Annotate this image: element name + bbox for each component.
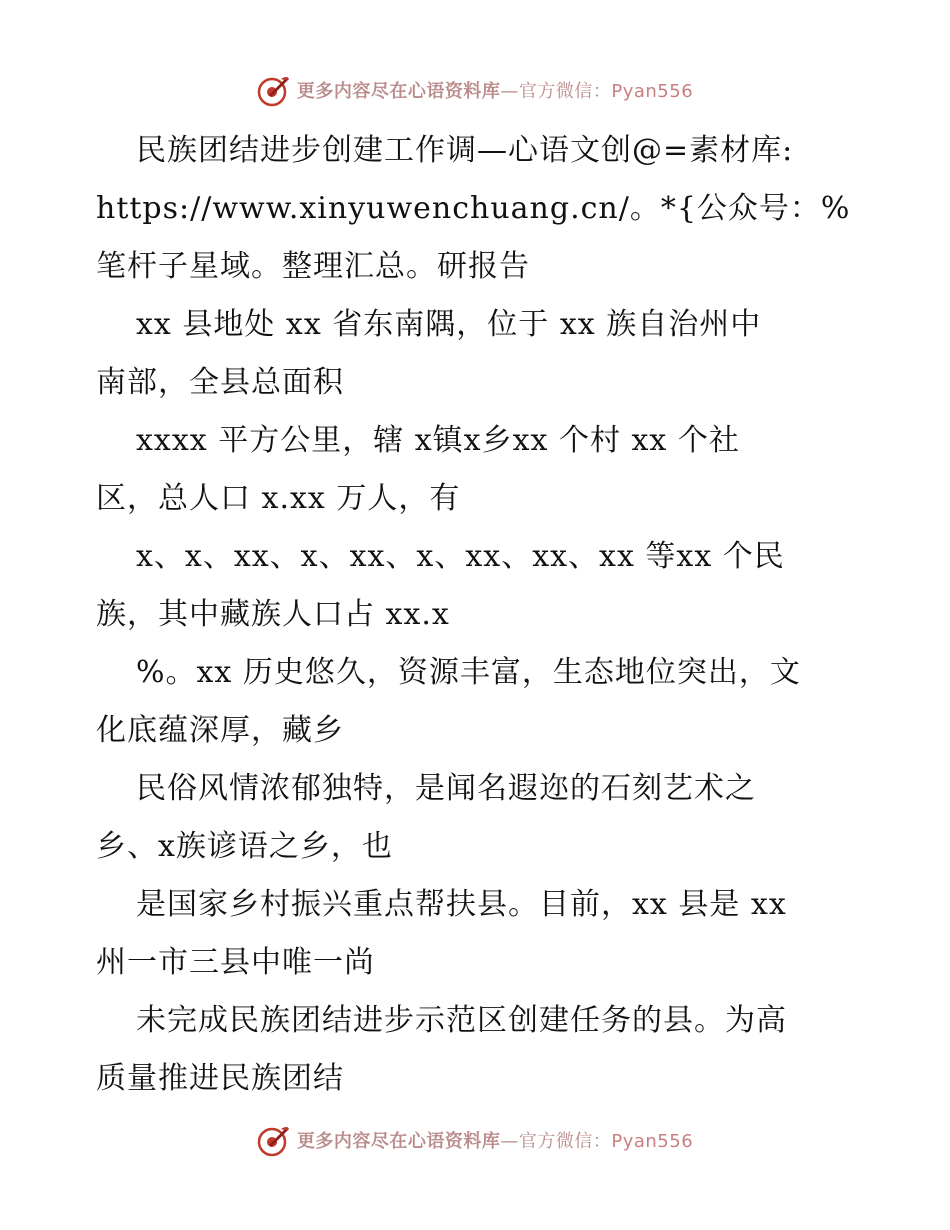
watermark-brand: 更多内容尽在心语资料库 (296, 1131, 501, 1152)
text-line: 质量推进民族团结 (96, 1061, 344, 1096)
text-line: 乡、x族谚语之乡，也 (96, 829, 393, 864)
quill-pen-logo-icon (257, 1123, 291, 1157)
text-line: 未完成民族团结进步示范区创建任务的县。为高 (136, 1003, 787, 1038)
document-body (96, 122, 856, 1108)
text-line: 区，总人口 x.xx 万人，有 (96, 481, 461, 516)
text-line: x、x、xx、x、xx、x、xx、xx、xx 等xx 个民 (136, 539, 785, 574)
watermark-text (297, 1127, 693, 1153)
text-line: %。xx 历史悠久，资源丰富，生态地位突出，文 (136, 655, 801, 690)
text-line: 是国家乡村振兴重点帮扶县。目前，xx 县是 xx (136, 887, 787, 922)
text-line: 民俗风情浓郁独特，是闻名遐迩的石刻艺术之 (136, 771, 756, 806)
watermark-contact-id: Pyan556 (611, 81, 694, 102)
watermark-text (297, 77, 693, 103)
text-line: xxxx 平方公里，辖 x镇x乡xx 个村 xx 个社 (136, 423, 740, 458)
text-line: 南部，全县总面积 (96, 365, 344, 400)
text-line: 族，其中藏族人口占 xx.x (96, 597, 450, 632)
text-line: https://www.xinyuwenchuang.cn/。*{公众号：% (96, 191, 851, 226)
header-watermark (0, 70, 950, 110)
text-line: 笔杆子星域。整理汇总。研报告 (96, 249, 530, 284)
watermark-brand: 更多内容尽在心语资料库 (296, 81, 501, 102)
watermark-dash: — (500, 1131, 519, 1152)
text-line: 化底蕴深厚，藏乡 (96, 713, 344, 748)
text-line: xx 县地处 xx 省东南隅，位于 xx 族自治州中 (136, 307, 762, 342)
watermark-dash: — (500, 81, 519, 102)
quill-pen-logo-icon (257, 73, 291, 107)
watermark-contact-label: 官方微信： (518, 81, 612, 102)
text-line: 民族团结进步创建工作调—心语文创@=素材库: (136, 133, 794, 168)
watermark-contact-id: Pyan556 (611, 1131, 694, 1152)
footer-watermark (0, 1120, 950, 1160)
text-line: 州一市三县中唯一尚 (96, 945, 375, 980)
watermark-contact-label: 官方微信： (518, 1131, 612, 1152)
